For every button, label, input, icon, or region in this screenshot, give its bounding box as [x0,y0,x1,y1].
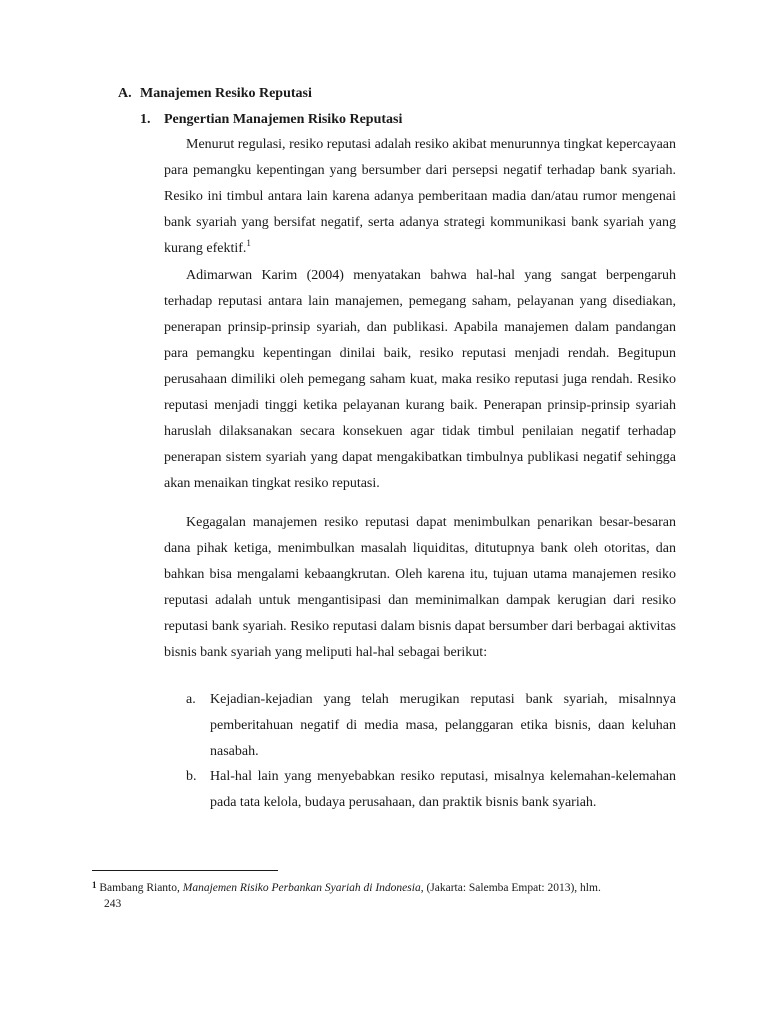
section-title: Manajemen Resiko Reputasi [140,86,312,101]
subsection-marker: 1. [140,112,151,127]
paragraph-1-text: Menurut regulasi, resiko reputasi adalah resiko akibat menurunnya tingkat kepercayaan para pemangku kepentingan yang bersumber dari persepsi negatif terhadap bank syariah. Resiko ini timbul antara lain karena adanya pemberitaan madia dan/atau rumor mengenai bank syariah yang bersifat negatif, serta adanya strategi kommunikasi bank syariah yang kurang efektif. [164,137,676,257]
paragraph-3-text: Kegagalan manajemen resiko reputasi dapat menimbulkan penarikan besar-besaran dana pihak ketiga, menimbulkan masalah liquiditas, ditutupnya bank oleh otoritas, dan bahkan bisa mengalami kebaangkrutan. Oleh karena itu, tujuan utama manajemen resiko reputasi adalah untuk mengantisipasi dan meminimalkan dampak kerugian dari resiko reputasi bank syariah. Resiko reputasi dalam bisnis dapat bersumber dari berbagai aktivitas bisnis bank syariah yang meliputi hal-hal sebagai berikut: [164,515,676,661]
paragraph-2-text: Adimarwan Karim (2004) menyatakan bahwa hal-hal yang sangat berpengaruh terhadap reputasi antara lain manajemen, pemegang saham, pelayanan yang disediakan, penerapan prinsip-prinsip syariah, dan publikasi. Apabila manajemen dalam pandangan para pemangku kepentingan dinilai baik, resiko reputasi menjadi rendah. Begitupun perusahaan dimiliki oleh pemegang saham kuat, maka resiko reputasi juga rendah. Resiko reputasi menjadi tinggi ketika pelayanan kurang baik. Penerapan prinsip-prinsip syariah haruslah dilaksanakan secara konsekuen agar tidak timbul penilaian negatif terhadap penerapan sistem syariah yang dapat mengakibatkan timbulnya publikasi negatif sehingga akan menaikan tingkat resiko reputasi. [164,267,676,492]
section-heading [118,86,312,102]
list-item-a [186,687,676,765]
paragraph-3 [164,510,676,667]
paragraph-2 [164,263,676,498]
footnote-author: Bambang Rianto, [99,882,180,894]
list-item-b-text: Hal-hal lain yang menyebabkan resiko reputasi, misalnya kelemahan-kelemahan pada tata kelola, budaya perusahaan, dan praktik bisnis bank syariah. [210,769,676,811]
list-marker-b: b. [186,769,197,784]
subsection-title: Pengertian Manajemen Risiko Reputasi [164,112,403,127]
section-marker: A. [118,86,132,101]
list-item-b [186,764,676,816]
footnote [92,877,682,912]
footnote-number: 1 [92,880,97,890]
list-marker-a: a. [186,692,196,707]
subsection-heading [140,112,402,128]
list-item-a-text: Kejadian-kejadian yang telah merugikan reputasi bank syariah, misalnnya pemberitahuan negatif di media masa, pelanggaran etika bisnis, daan keluhan nasabah. [210,692,676,760]
footnote-reference[interactable]: 1 [246,238,251,249]
footnote-publisher: , (Jakarta: Salemba Empat: 2013), hlm. [420,882,601,894]
footnote-book-title: Manajemen Risiko Perbankan Syariah di Indonesia [182,882,421,894]
paragraph-1 [164,132,676,262]
footnote-page: 243 [104,898,122,910]
footnote-divider [92,870,278,871]
